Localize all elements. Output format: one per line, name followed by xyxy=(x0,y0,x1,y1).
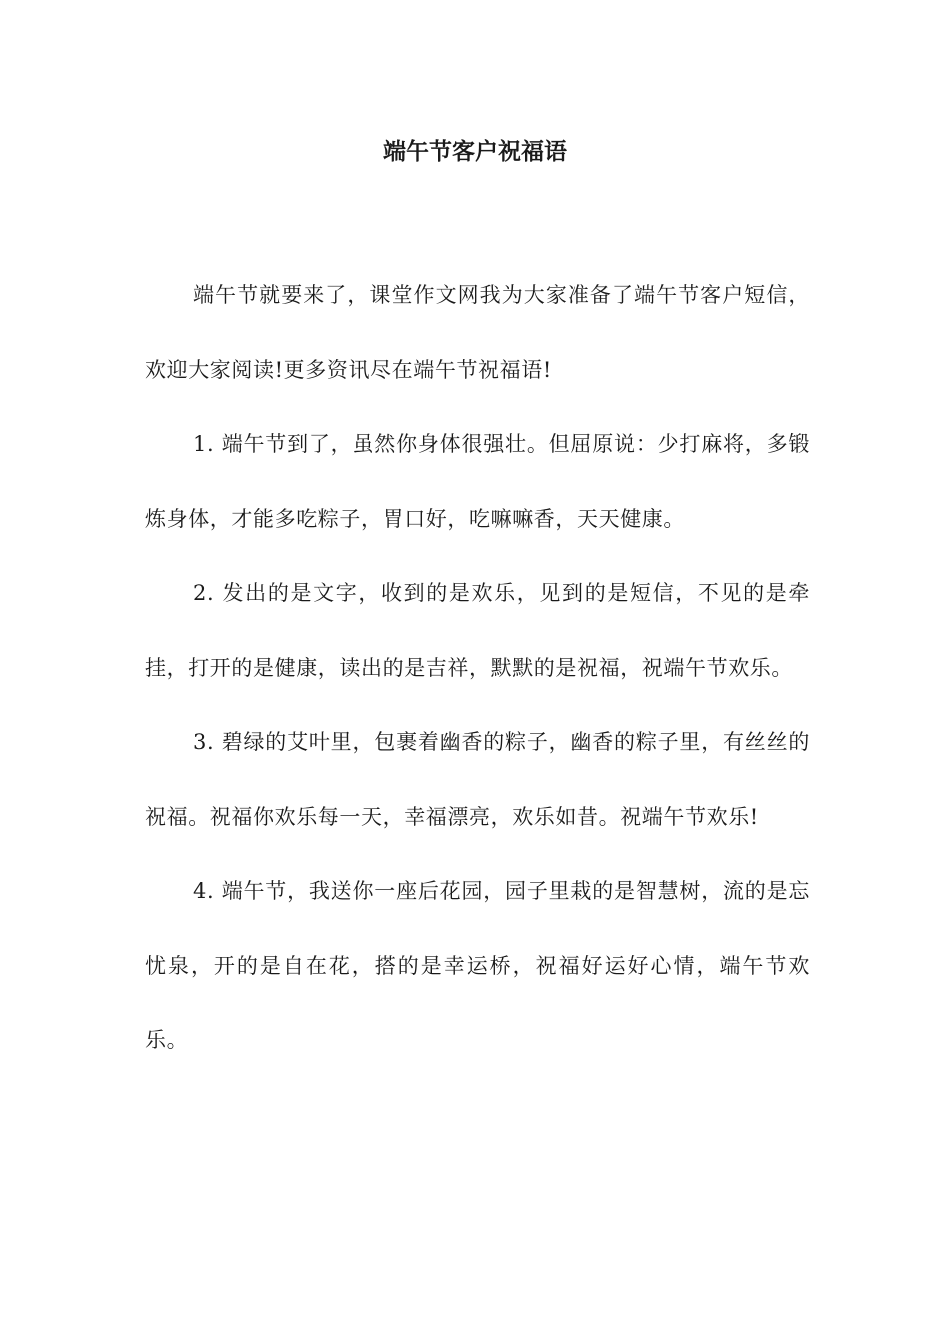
greeting-paragraph-3: 3. 碧绿的艾叶里，包裹着幽香的粽子，幽香的粽子里，有丝丝的祝福。祝福你欢乐每一天，幸福漂亮，欢乐如昔。祝端午节欢乐! xyxy=(145,730,810,829)
document-body xyxy=(145,258,810,1078)
page-title: 端午节客户祝福语 xyxy=(383,138,567,165)
greeting-paragraph-2: 2. 发出的是文字，收到的是欢乐，见到的是短信，不见的是牵挂，打开的是健康，读出的是吉祥，默默的是祝福，祝端午节欢乐。 xyxy=(145,581,810,680)
greeting-paragraph-4: 4. 端午节，我送你一座后花园，园子里栽的是智慧树，流的是忘忧泉，开的是自在花，搭的是幸运桥，祝福好运好心情，端午节欢乐。 xyxy=(145,879,810,1052)
greeting-paragraph-1: 1. 端午节到了，虽然你身体很强壮。但屈原说：少打麻将，多锻炼身体，才能多吃粽子，胃口好，吃嘛嘛香，天天健康。 xyxy=(145,432,810,531)
intro-paragraph: 端午节就要来了，课堂作文网我为大家准备了端午节客户短信，欢迎大家阅读!更多资讯尽在端午节祝福语! xyxy=(145,283,810,382)
